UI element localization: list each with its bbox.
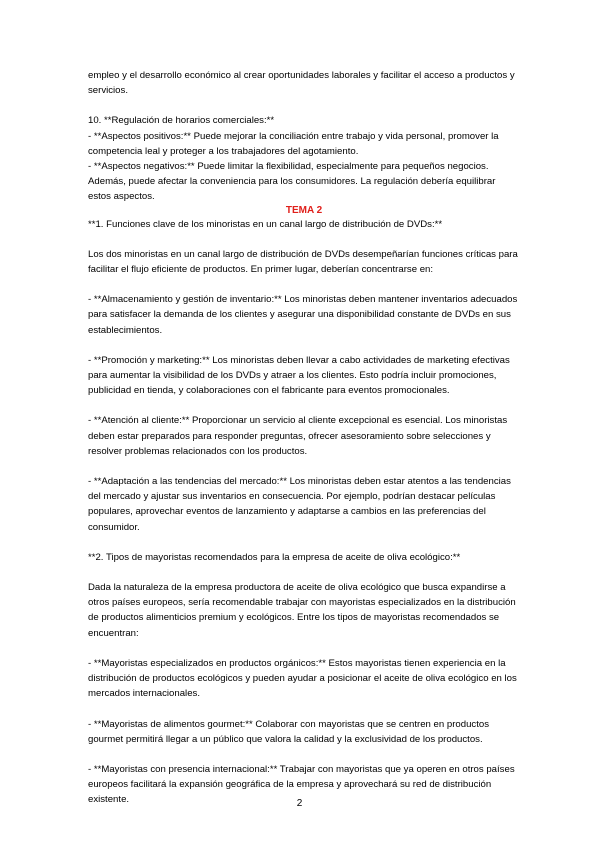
paragraph-text: - **Mayoristas con presencia internacional:** Trabajar con mayoristas que ya operen en otros países europeos facilitará la expansión geográfica de la empresa y aprovechará su red de distribución existente. bbox=[88, 763, 515, 806]
paragraph-text: **2. Tipos de mayoristas recomendados para la empresa de aceite de oliva ecológico:** bbox=[88, 551, 461, 563]
section-heading: TEMA 2 bbox=[285, 204, 323, 216]
paragraph-text: - **Aspectos negativos:** Puede limitar la flexibilidad, especialmente para pequeños negocios. Además, puede afectar la conveniencia para los consumidores. La regulación debería equilibrar estos aspectos. bbox=[88, 161, 496, 203]
paragraph-text: empleo y el desarrollo económico al crear oportunidades laborales y facilitar el acceso a productos y servicios. bbox=[88, 70, 515, 97]
paragraph-text: - **Almacenamiento y gestión de inventario:** Los minoristas deben mantener inventarios adecuados para satisfacer la demanda de los clientes y asegurar una disponibilidad constante de DVDs en sus establecimientos. bbox=[88, 294, 518, 336]
paragraph-gap bbox=[88, 459, 520, 474]
paragraph-gap bbox=[88, 277, 520, 292]
paragraph-gap bbox=[88, 338, 520, 353]
paragraph-gap bbox=[88, 398, 520, 413]
paragraph-text: 10. **Regulación de horarios comerciales:** bbox=[88, 115, 275, 127]
paragraph-text: - **Atención al cliente:** Proporcionar un servicio al cliente excepcional es esencial. Los minoristas deben estar preparados para responder preguntas, ofrecer asesoramiento sobre selecciones y resolver problemas relacionados con los productos. bbox=[88, 415, 508, 457]
paragraph-gap bbox=[88, 641, 520, 656]
paragraph-text: Los dos minoristas en un canal largo de distribución de DVDs desempeñarían funciones críticas para facilitar el flujo eficiente de productos. En primer lugar, deberían concentrarse en: bbox=[88, 248, 518, 276]
paragraph-text: Dada la naturaleza de la empresa productora de aceite de oliva ecológico que busca expandirse a otros países europeos, sería recomendable trabajar con mayoristas especializados en la distribución de productos alimenticios premium y ecológicos. Entre los tipos de mayoristas recomendados se encuentran: bbox=[88, 582, 516, 639]
paragraph-gap bbox=[88, 535, 520, 550]
paragraph-gap bbox=[88, 747, 520, 762]
paragraph-text: - **Aspectos positivos:** Puede mejorar la conciliación entre trabajo y vida personal, promover la competencia leal y proteger a los trabajadores del agotamiento. bbox=[88, 130, 499, 157]
paragraph-gap bbox=[88, 702, 520, 717]
paragraph-text: **1. Funciones clave de los minoristas en un canal largo de distribución de DVDs:** bbox=[88, 218, 443, 230]
page-number: 2 bbox=[296, 798, 303, 809]
paragraph-text: - **Mayoristas de alimentos gourmet:** Colaborar con mayoristas que se centren en productos gourmet permitirá llegar a un público que valora la calidad y la exclusividad de los productos. bbox=[88, 718, 490, 745]
paragraph-text: - **Promoción y marketing:** Los minoristas deben llevar a cabo actividades de marketing efectivas para aumentar la visibilidad de los DVDs y atraer a los clientes. Esto podría incluir promociones, publicidad en tienda, y colaboraciones con el fabricante para eventos promocionales. bbox=[88, 354, 510, 397]
paragraph-text: - **Adaptación a las tendencias del mercado:** Los minoristas deben estar atentos a las tendencias del mercado y ajustar sus inventarios en consecuencia. Por ejemplo, podrían destacar películas populares, aprovechar eventos de lanzamiento y adaptarse a cambios en las preferencias del consumidor. bbox=[88, 476, 511, 533]
document-body bbox=[88, 68, 520, 808]
paragraph-text: - **Mayoristas especializados en productos orgánicos:** Estos mayoristas tienen experiencia en la distribución de productos ecológicos y pueden ayudar a posicionar el aceite de oliva ecológico en los mercados internacionales. bbox=[88, 657, 517, 700]
paragraph-gap bbox=[88, 565, 520, 580]
paragraph-gap bbox=[88, 232, 520, 247]
paragraph-gap bbox=[88, 98, 520, 113]
